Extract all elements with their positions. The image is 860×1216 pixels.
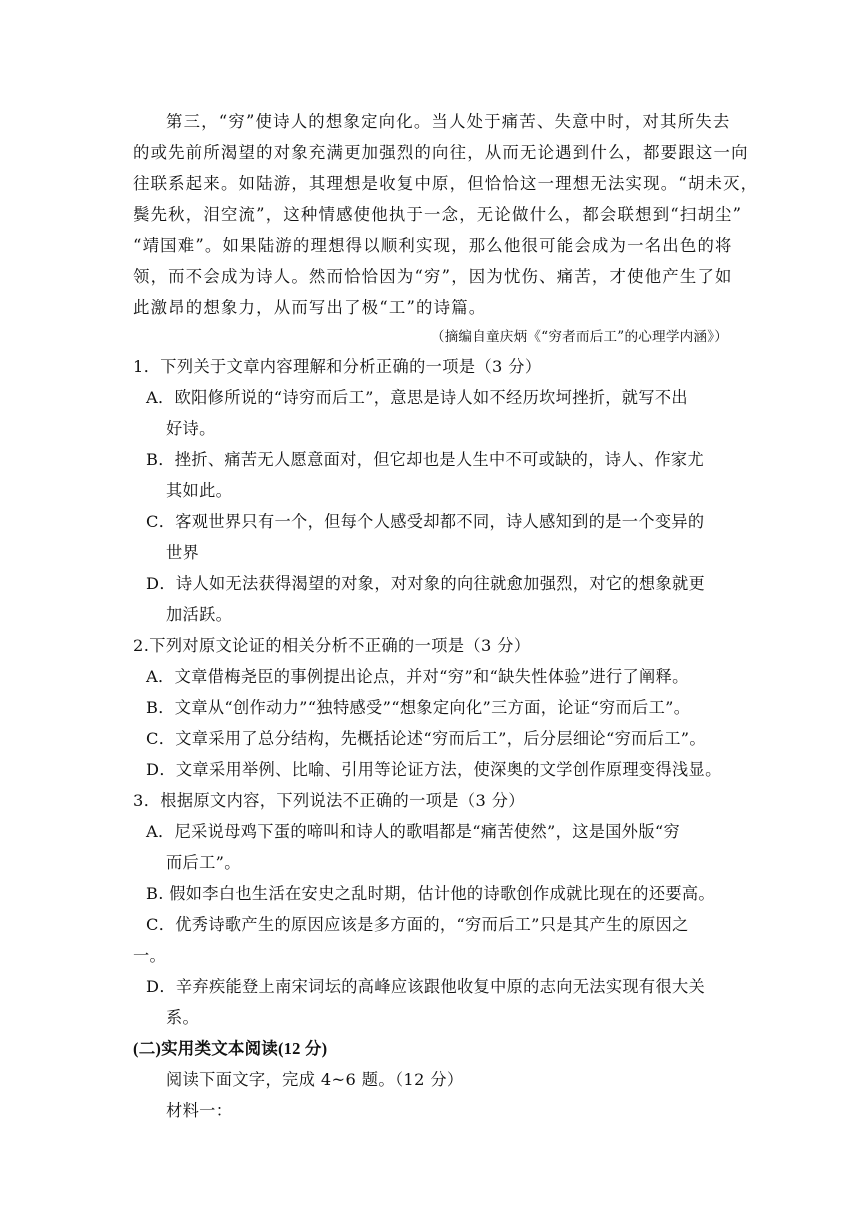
option-c: C．优秀诗歌产生的原因应该是多方面的，“穷而后工”只是其产生的原因之 <box>146 915 689 934</box>
option-c: C．文章采用了总分结构，先概括论述“穷而后工”，后分层细论“穷而后工”。 <box>146 729 706 748</box>
passage-line: 鬓先秋，泪空流”，这种情感使他执于一念，无论做什么，都会联想到“扫胡尘” <box>133 205 743 224</box>
option-b-cont: 其如此。 <box>166 481 233 500</box>
option-b: B．文章从“创作动力”“独特感受”“想象定向化”三方面，论证“穷而后工”。 <box>146 698 691 717</box>
section-instruction: 阅读下面文字，完成 4~6 题。（12 分） <box>166 1070 464 1089</box>
passage-line: “靖国难”。如果陆游的理想得以顺利实现，那么他很可能会成为一名出色的将 <box>133 236 733 255</box>
option-d: D．诗人如无法获得渴望的对象，对对象的向往就愈加强烈，对它的想象就更 <box>146 574 706 593</box>
passage-line: 此激昂的想象力，从而写出了极“工”的诗篇。 <box>133 298 487 317</box>
passage-line: 往联系起来。如陆游，其理想是收复中原，但恰恰这一理想无法实现。“胡未灭， <box>133 174 759 193</box>
question-stem: 2.下列对原文论证的相关分析不正确的一项是（3 分） <box>133 636 531 655</box>
option-d: D．文章采用举例、比喻、引用等论证方法，使深奥的文学创作原理变得浅显。 <box>146 760 722 779</box>
option-a: A．欧阳修所说的“诗穷而后工”，意思是诗人如不经历坎坷挫折，就写不出 <box>146 388 688 407</box>
option-a-cont: 好诗。 <box>166 419 216 438</box>
passage-line: 的或先前所渴望的对象充满更加强烈的向往，从而无论遇到什么，都要跟这一向 <box>133 143 749 162</box>
option-d: D．辛弃疾能登上南宋词坛的高峰应该跟他收复中原的志向无法实现有很大关 <box>146 977 706 996</box>
passage-source: （摘编自童庆炳《“穷者而后工”的心理学内涵》） <box>430 329 728 345</box>
option-d-cont: 加活跃。 <box>166 605 233 624</box>
section-heading: (二)实用类文本阅读(12 分) <box>133 1039 328 1058</box>
passage-line: 第三，“穷”使诗人的想象定向化。当人处于痛苦、失意中时，对其所失去 <box>166 112 731 131</box>
material-label: 材料一： <box>166 1101 233 1120</box>
question-stem: 3．根据原文内容，下列说法不正确的一项是（3 分） <box>133 791 525 810</box>
option-c: C．客观世界只有一个，但每个人感受却都不同，诗人感知到的是一个变异的 <box>146 512 705 531</box>
question-stem: 1．下列关于文章内容理解和分析正确的一项是（3 分） <box>133 357 542 376</box>
passage-line: 领，而不会成为诗人。然而恰恰因为“穷”，因为忧伤、痛苦，才使他产生了如 <box>133 267 733 286</box>
option-d-cont: 系。 <box>166 1008 200 1027</box>
option-b: B. 假如李白也生活在安史之乱时期，估计他的诗歌创作成就比现在的还要高。 <box>146 884 715 903</box>
option-b: B．挫折、痛苦无人愿意面对，但它却也是人生中不可或缺的，诗人、作家尤 <box>146 450 704 469</box>
option-c-cont: 一。 <box>133 946 167 965</box>
option-a-cont: 而后工”。 <box>166 853 241 872</box>
option-a: A．尼采说母鸡下蛋的啼叫和诗人的歌唱都是“痛苦使然”，这是国外版“穷 <box>146 822 681 841</box>
option-a: A．文章借梅尧臣的事例提出论点，并对“穷”和“缺失性体验”进行了阐释。 <box>146 667 689 686</box>
option-c-cont: 世界 <box>166 543 200 562</box>
